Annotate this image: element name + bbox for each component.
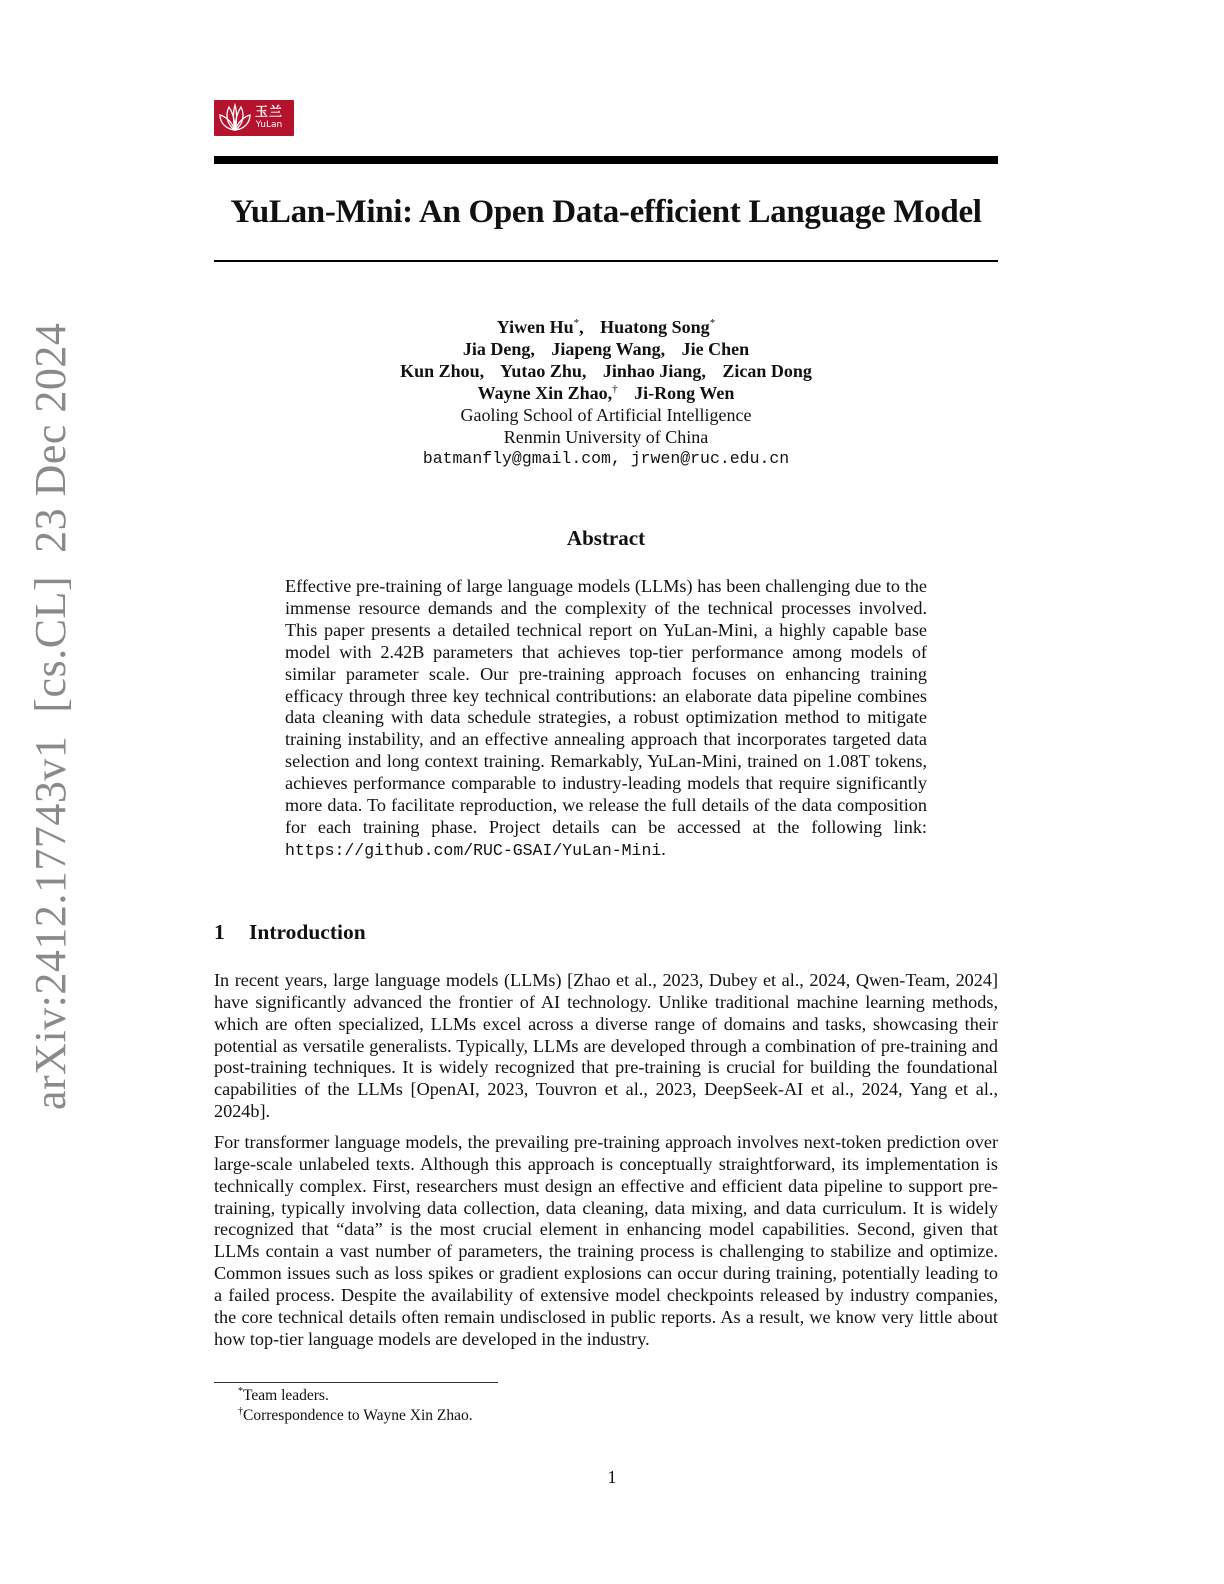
author-name: Jiapeng Wang [551, 339, 661, 359]
abstract-text: Effective pre-training of large language models (LLMs) has been challenging due to the immense resource demands and the complexity of the technical processes involved. This paper presents a detailed technical report on YuLan-Mini, a highly capable base model with 2.42B parameters that achieves top-tier performance among models of similar parameter scale. Our pre-training approach focuses on enhancing training efficacy through three key technical contributions: an elaborate data pipeline combines data cleaning with data schedule strategies, a robust optimization method to mitigate training instability, and an effective annealing approach that incorporates targeted data selection and long context training. Remarkably, YuLan-Mini, trained on 1.08T tokens, achieves performance comparable to industry-leading models that require significantly more data. To facilitate reproduction, we release the full details of the data composition for each training phase. Project details can be accessed at the following link: [285, 576, 927, 837]
author-name: Yutao Zhu [499, 361, 582, 381]
footnote [238, 1386, 473, 1406]
affiliation-line: Renmin University of China [503, 427, 709, 447]
affiliation-line: Gaoling School of Artificial Intelligence [460, 405, 752, 425]
author-row: Jia Deng, Jiapeng Wang, Jie Chen [462, 339, 750, 359]
author-name: Kun Zhou [400, 361, 480, 381]
author-mark: * [709, 317, 716, 329]
author-mark: † [612, 383, 618, 395]
author-row: Yiwen Hu*, Huatong Song* [496, 317, 716, 337]
author-mark: * [573, 317, 580, 329]
author-name: Huatong Song [600, 317, 710, 337]
arxiv-identifier-stamp: arXiv:2412.17743v1 [cs.CL] 23 Dec 2024 [26, 322, 75, 1110]
footnote-text: Correspondence to Wayne Xin Zhao. [243, 1407, 473, 1424]
section-number: 1 [214, 920, 225, 944]
yulan-logo [214, 100, 294, 136]
author-name: Jinhao Jiang [602, 361, 702, 381]
title-bottom-rule [214, 260, 998, 262]
section-heading-introduction [214, 920, 366, 945]
footnote-text: Team leaders. [243, 1387, 329, 1404]
author-emails: batmanfly@gmail.com, jrwen@ruc.edu.cn [422, 449, 790, 468]
author-name: Zican Dong [722, 361, 812, 381]
footnote [238, 1406, 473, 1426]
author-name: Ji-Rong Wen [634, 383, 735, 403]
title-top-rule [214, 156, 998, 164]
body-paragraph: For transformer language models, the prevailing pre-training approach involves next-token prediction over large-scale unlabeled texts. Although this approach is conceptually straightforward, its implementation is technically complex. First, researchers must design an effective and efficient data pipeline to support pre-training, typically involving data collection, data cleaning, data mixing, and data curriculum. It is widely recognized that “data” is the most crucial element in enhancing model capabilities. Second, given that LLMs contain a vast number of parameters, the training process is challenging to stabilize and optimize. Common issues such as loss spikes or gradient explosions can occur during training, potentially leading to a failed process. Despite the availability of extensive model checkpoints released by industry companies, the core technical details often remain undisclosed in public reports. As a result, we know very little about how top-tier language models are developed in the industry. [214, 1132, 998, 1349]
footnote-mark: † [238, 1406, 243, 1417]
author-row: Wayne Xin Zhao,† Ji-Rong Wen [477, 383, 735, 403]
author-name: Jia Deng [462, 339, 531, 359]
section-title: Introduction [249, 920, 366, 944]
author-name: Yiwen Hu [496, 317, 574, 337]
paper-title: YuLan-Mini: An Open Data-efficient Language Model [230, 194, 982, 230]
logo-chinese-text: 玉兰 [255, 105, 284, 120]
logo-english-text: YuLan [255, 120, 283, 130]
footnote-mark: * [238, 1386, 243, 1397]
author-name: Jie Chen [681, 339, 750, 359]
author-name: Wayne Xin Zhao [477, 383, 608, 403]
footnotes [238, 1386, 473, 1426]
author-block [214, 316, 998, 470]
page-number: 1 [607, 1467, 617, 1487]
footnote-rule [214, 1382, 498, 1383]
abstract-link-suffix: . [661, 838, 666, 859]
abstract-body [285, 576, 927, 862]
body-paragraph: In recent years, large language models (LLMs) [Zhao et al., 2023, Dubey et al., 2024, Qwen-Team, 2024] have significantly advanced the frontier of AI technology. Unlike traditional machine learning methods, which are often specialized, LLMs excel across a diverse range of domains and tasks, showcasing their potential as versatile generalists. Typically, LLMs are developed through a combination of pre-training and post-training techniques. It is widely recognized that pre-training is crucial for building the foundational capabilities of the LLMs [OpenAI, 2023, Touvron et al., 2023, DeepSeek-AI et al., 2024, Yang et al., 2024b]. [214, 970, 998, 1122]
author-row: Kun Zhou, Yutao Zhu, Jinhao Jiang, Zican Dong [400, 361, 812, 381]
abstract-heading: Abstract [566, 526, 646, 550]
magnolia-flower-icon [217, 103, 253, 133]
project-link[interactable]: https://github.com/RUC-GSAI/YuLan-Mini [285, 840, 662, 860]
